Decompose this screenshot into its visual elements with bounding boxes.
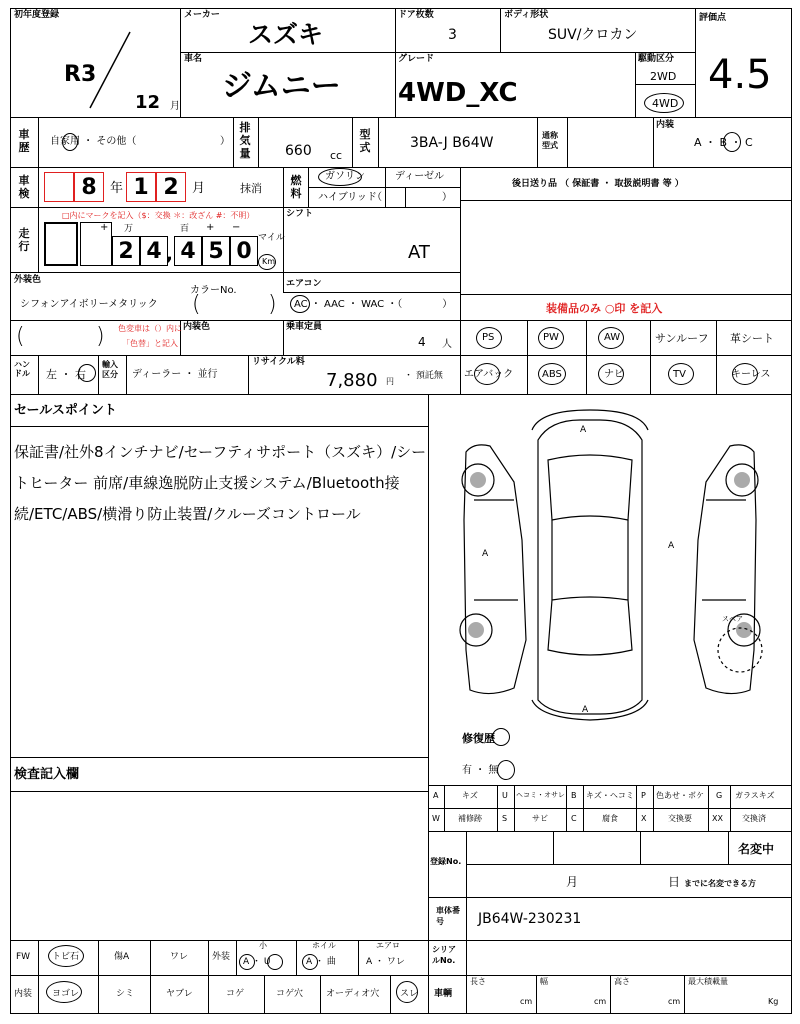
interior-b-circle [723, 132, 741, 152]
mileage-digit-5: 0 [230, 236, 258, 266]
km-circle [258, 254, 276, 270]
doors-label: ドア枚数 [398, 10, 434, 20]
damage-mark-rear: A [582, 705, 589, 715]
damage-mark-left: A [482, 549, 489, 559]
interior-label: 内装 [656, 120, 675, 130]
legend-code: S [502, 814, 508, 823]
keyless-circle [732, 363, 758, 385]
fw-label: FW [16, 952, 31, 962]
equip-airbag: エアバック [464, 369, 514, 380]
mileage-plus-2: + [206, 222, 215, 233]
common-model-label: 通称型式 [542, 131, 558, 150]
width-unit: cm [594, 997, 607, 1006]
shift: AT [408, 242, 430, 263]
name-label: 車名 [184, 54, 203, 64]
legend-code: G [716, 791, 723, 800]
model-label: 型式 [359, 128, 371, 154]
reg-month: 月 [566, 875, 579, 889]
equip-navi: ナビ [604, 369, 624, 380]
mileage-digit-4: 5 [202, 236, 230, 266]
int-scuff: スレ [400, 989, 419, 999]
length-label: 長さ [470, 977, 486, 986]
drive-4wd-circle [644, 93, 684, 113]
mileage-digit-3: 4 [174, 236, 202, 266]
fuel-label: 燃料 [290, 174, 302, 200]
equip-pw: PW [543, 332, 559, 343]
int-scuff-circle [396, 981, 418, 1003]
height-label: 高さ [614, 977, 630, 986]
length-unit: cm [520, 997, 533, 1006]
mileage-label: 走行 [18, 227, 30, 253]
legend-code: A [433, 791, 439, 800]
int-tear: ヤブレ [166, 989, 193, 999]
name-change: 名変中 [738, 842, 775, 856]
score-label: 評価点 [699, 13, 727, 23]
int-burn-hole: コゲ穴 [276, 989, 304, 999]
capacity-unit: 人 [442, 339, 452, 350]
insp-month-2: 2 [156, 172, 186, 202]
legend-desc: ガラスキズ [735, 791, 775, 800]
serial-label: シリアルNo. [432, 945, 456, 965]
history-value: 自家用 ・ その他（ [50, 136, 137, 147]
mileage-mile: マイル [258, 233, 285, 243]
spare-label: スペア [722, 615, 743, 623]
equip-leather: 革シート [730, 332, 774, 345]
score: 4.5 [708, 52, 772, 98]
airbag-circle [474, 363, 500, 385]
car-damage-diagram [430, 400, 790, 730]
legend-desc: キズ [462, 791, 478, 800]
mileage-mark-box[interactable] [44, 222, 78, 266]
mileage-km: Km [262, 257, 276, 266]
legend-code: B [571, 791, 577, 800]
later-docs-label: 後日送り品 （ 保証書 ・ 取扱説明書 等 ） [512, 179, 684, 189]
exterior-color-label: 外装色 [14, 275, 42, 285]
legend-desc: 色あせ・ボケ [656, 791, 704, 800]
small-a-circle [239, 954, 255, 970]
navi-circle [598, 363, 624, 385]
repair-history-value: 有 ・ 無 [462, 765, 499, 776]
color-change-close: ) [96, 324, 105, 349]
exterior-color: シフォンアイボリーメタリック [20, 299, 158, 310]
aero-label: エアロ [376, 941, 400, 950]
displacement: 660 [285, 143, 312, 159]
wheel-label: ホイル [312, 941, 336, 950]
max-load-unit: Kg [768, 997, 779, 1006]
import-value: ディーラー ・ 並行 [132, 369, 218, 380]
interior-color-label: 内装色 [183, 322, 211, 332]
aero-values: A ・ ワレ [366, 957, 405, 967]
mileage-minus: − [232, 222, 241, 233]
grade-label: グレード [398, 54, 435, 64]
reg-month-unit: 月 [170, 101, 180, 112]
legend-desc: 交換済 [742, 814, 766, 823]
width-label: 幅 [540, 977, 548, 986]
fw-chip-circle [48, 945, 84, 967]
int-stain-circle [46, 981, 82, 1003]
legend-desc: キズ・ヘコミ [586, 791, 634, 800]
fw-scratch: 傷A [114, 952, 130, 962]
mileage-unit-10k: 万 [124, 224, 134, 234]
displacement-label: 排気量 [239, 121, 251, 160]
equip-tv: TV [673, 369, 686, 380]
insp-month-1: 1 [126, 172, 156, 202]
body-type: SUV/クロカン [548, 27, 638, 43]
fw-crack: ワレ [170, 952, 189, 962]
height-unit: cm [668, 997, 681, 1006]
reg-deadline: までに名変できる方 [684, 879, 756, 888]
interior-grades: A ・ B ・ C [694, 136, 753, 149]
color-no-close: ) [268, 292, 277, 317]
equip-header: 装備品のみ ○印 を記入 [546, 302, 663, 315]
legend-desc: 腐食 [602, 814, 618, 823]
legend-desc: 補修跡 [458, 814, 482, 823]
color-no-label: カラーNo. [190, 285, 237, 296]
ac-circle [290, 295, 310, 313]
handle-label: ハンドル [14, 360, 30, 378]
recycle-label: リサイクル料 [252, 357, 305, 367]
mileage-plus-1: + [100, 222, 109, 233]
int-stain: ヨゴレ [52, 989, 80, 999]
displacement-unit: cc [330, 149, 343, 162]
reg-month: 12 [135, 92, 161, 113]
import-label: 輸入区分 [102, 360, 118, 379]
capacity-label: 乗車定員 [286, 322, 323, 332]
legend-code: P [641, 791, 646, 800]
damage-mark-right: A [668, 541, 675, 551]
small-values: A ・ U [243, 957, 271, 967]
ps-circle [476, 327, 502, 349]
sales-points-text: 保証書/社外8インチナビ/セーフティサポート（スズキ）/シートヒーター 前席/車線逸脱防止支援システム/Bluetooth接続/ETC/ABS/横滑り防止装置/クルーズコントロール [14, 443, 427, 523]
legend-desc: サビ [532, 814, 548, 823]
shift-label: シフト [286, 209, 314, 219]
handle-value: 左 ・ 右 [46, 368, 86, 381]
fw-chip: トビ石 [52, 952, 80, 962]
gasoline-circle [318, 168, 362, 186]
small-label: 小 [259, 941, 267, 950]
recycle-unit: 円 [386, 377, 394, 386]
aw-circle [598, 327, 624, 349]
reg-day: 日 [668, 875, 681, 889]
color-no-open: ( [192, 292, 201, 317]
insp-pad [44, 172, 74, 202]
equip-ps: PS [482, 332, 495, 343]
pw-circle [538, 327, 564, 349]
history-close: ） [220, 136, 230, 147]
ext-label: 外装 [212, 952, 231, 962]
model: 3BA-J B64W [410, 135, 494, 151]
insp-month-unit: 月 [192, 181, 206, 196]
mileage-digit-2: 4 [140, 236, 168, 266]
equip-aw: AW [604, 332, 621, 343]
capacity: 4 [418, 335, 426, 349]
recycle-fee: 7,880 [326, 370, 378, 391]
equip-abs: ABS [542, 369, 562, 380]
insp-year-unit: 年 [110, 181, 124, 196]
history-label: 車歴 [18, 128, 30, 154]
repair-none-circle [497, 760, 515, 780]
reg-year: R3 [64, 62, 97, 87]
first-reg-label: 初年度登録 [14, 10, 60, 20]
fuel-diesel: ディーゼル [395, 171, 444, 182]
legend-code: XX [712, 814, 723, 823]
mileage-digit-1: 2 [112, 236, 140, 266]
wheel-a-circle [302, 954, 318, 970]
max-load-label: 最大積載量 [688, 977, 728, 986]
history-private-circle [62, 133, 78, 151]
int-spot: シミ [116, 989, 135, 999]
doors: 3 [448, 27, 457, 43]
equip-keyless: キーレス [731, 369, 771, 380]
date-slash [80, 28, 140, 112]
car-name: ジムニー [222, 69, 341, 104]
maker: スズキ [248, 20, 324, 49]
int-audio-hole: オーディオ穴 [326, 989, 380, 999]
inspection-notes-label: 検査記入欄 [14, 767, 80, 782]
color-change-note-2: 「色替」と記入 [122, 339, 178, 348]
fuel-hybrid-paren: （ ） [372, 192, 452, 203]
repair-history-label: 修復歴 [462, 732, 495, 745]
aircon: AC ・ AAC ・ WAC ・（ ） [294, 299, 453, 310]
vin: JB64W-230231 [478, 911, 582, 927]
fuel-hybrid: ハイブリッド [318, 192, 377, 203]
dims-label: 車輌 [434, 989, 453, 999]
aircon-label: エアコン [286, 279, 322, 289]
repair-circle [492, 728, 510, 746]
drive-2wd: 2WD [650, 70, 677, 83]
color-change-open: ( [16, 324, 25, 349]
handle-right-circle [78, 364, 96, 382]
int-label: 内装 [14, 989, 33, 999]
cancelled: 抹消 [240, 182, 262, 195]
abs-circle [538, 363, 566, 385]
legend-code: C [571, 814, 577, 823]
fuel-gasoline: ガソリン [325, 171, 365, 182]
legend-desc: 交換要 [668, 814, 692, 823]
drive-4wd: 4WD [652, 97, 679, 110]
body-label: ボディ形状 [504, 10, 549, 20]
vin-label: 車体番号 [436, 906, 460, 926]
tv-circle [668, 363, 694, 385]
legend-code: U [502, 791, 508, 800]
legend-code: W [432, 814, 440, 823]
equip-sunroof: サンルーフ [655, 332, 709, 345]
inspection-label: 車検 [18, 174, 30, 200]
registration-label: 登録No. [430, 857, 462, 866]
mileage-note: □内にマークを記入（$：交換 ＊：改ざん #：不明） [62, 211, 255, 220]
drive-label: 駆動区分 [638, 54, 675, 64]
sales-points-label: セールスポイント [14, 403, 117, 418]
int-burn: コゲ [226, 989, 245, 999]
insp-year: 8 [74, 172, 104, 202]
grade: 4WD_XC [398, 78, 518, 108]
damage-mark-front: A [580, 425, 587, 435]
color-change-note-1: 色変車は（）内に [118, 324, 182, 333]
legend-code: X [641, 814, 647, 823]
legend-desc: ヘコミ・オサレ [516, 791, 565, 799]
recycle-deposit: ・ 預託無 [404, 371, 443, 381]
wheel-values: A ・ 曲 [306, 957, 336, 967]
mileage-unit-100: 百 [180, 224, 190, 234]
mileage-comma: , [166, 244, 173, 265]
small-u-circle [267, 954, 283, 970]
maker-label: メーカー [184, 10, 220, 20]
